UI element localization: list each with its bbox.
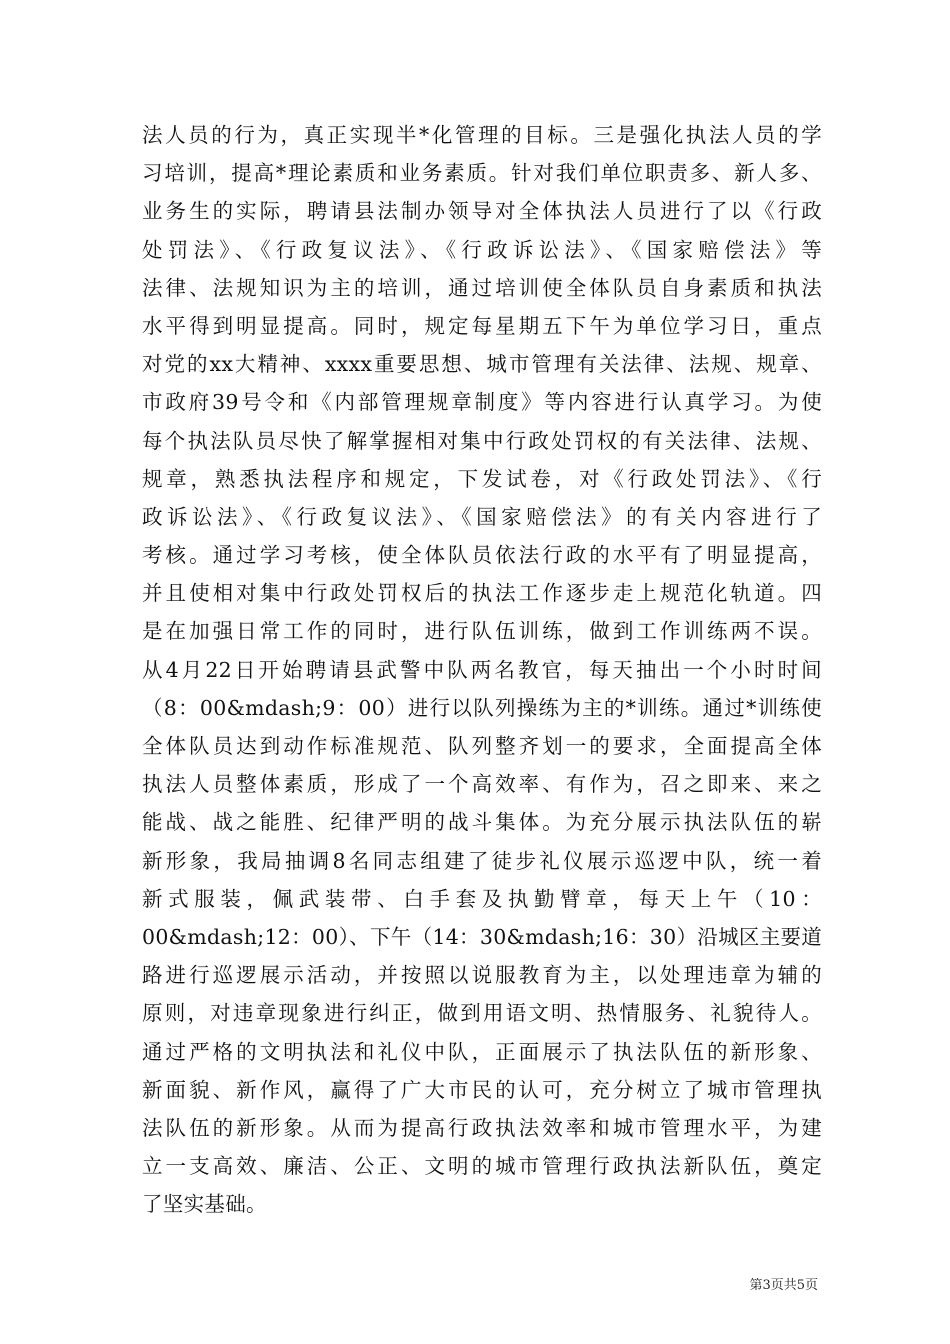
text-line: 法队伍的新形象。从而为提高行政执法效率和城市管理水平，为建	[142, 1115, 822, 1140]
text-line: 全体队员达到动作标准规范、队列整齐划一的要求，全面提高全体	[142, 734, 822, 758]
text-line: 政诉讼法》、《行政复议法》、《国家赔偿法》的有关内容进行了	[142, 504, 822, 529]
text-line: 新面貌、新作风，赢得了广大市民的认可，充分树立了城市管理执	[142, 1077, 822, 1102]
text-line: 水平得到明显提高。同时，规定每星期五下午为单位学习日，重点	[142, 313, 822, 338]
text-line: 法律、法规知识为主的培训，通过培训使全体队员自身素质和执法	[142, 275, 822, 300]
text-line: 执法人员整体素质，形成了一个高效率、有作为，召之即来、来之	[142, 772, 822, 797]
text-line: 能战、战之能胜、纪律严明的战斗集体。为充分展示执法队伍的崭	[142, 810, 822, 835]
text-line: 新式服装，佩武装带、白手套及执勤臂章，每天上午（10：	[142, 886, 822, 911]
page-number: 第3页共5页	[749, 1278, 818, 1293]
text-line: 业务生的实际，聘请县法制办领导对全体执法人员进行了以《行政	[142, 199, 822, 224]
text-line: 并且使相对集中行政处罚权后的执法工作逐步走上规范化轨道。四	[142, 581, 822, 606]
text-line: 市政府39号令和《内部管理规章制度》等内容进行认真学习。为使	[142, 390, 822, 415]
text-line: 路进行巡逻展示活动，并按照以说服教育为主，以处理违章为辅的	[142, 963, 822, 988]
text-line: 对党的xx大精神、xxxx重要思想、城市管理有关法律、法规、规章、	[142, 352, 822, 377]
text-line: 立一支高效、廉洁、公正、文明的城市管理行政执法新队伍，奠定	[142, 1154, 822, 1179]
text-line: 从4月22日开始聘请县武警中队两名教官，每天抽出一个小时时间	[142, 657, 822, 682]
text-line: 处罚法》、《行政复议法》、《行政诉讼法》、《国家赔偿法》等	[142, 237, 822, 262]
text-line: 00&mdash;12：00）、下午（14：30&mdash;16：30）沿城区主要道	[142, 924, 823, 949]
text-line: 原则，对违章现象进行纠正，做到用语文明、热情服务、礼貌待人。	[142, 1001, 822, 1026]
text-line: 了坚实基础。	[142, 1192, 267, 1217]
text-line: （8：00&mdash;9：00）进行以队列操练为主的*训练。通过*训练使	[142, 695, 822, 720]
text-line: 新形象，我局抽调8名同志组建了徒步礼仪展示巡逻中队，统一着	[142, 848, 822, 873]
text-line: 是在加强日常工作的同时，进行队伍训练，做到工作训练两不误。	[142, 619, 822, 644]
text-line: 每个执法队员尽快了解掌握相对集中行政处罚权的有关法律、法规、	[142, 428, 822, 453]
text-line: 习培训，提高*理论素质和业务素质。针对我们单位职责多、新人多、	[142, 161, 822, 186]
text-line: 法人员的行为，真正实现半*化管理的目标。三是强化执法人员的学	[142, 123, 822, 147]
text-line: 规章，熟悉执法程序和规定，下发试卷，对《行政处罚法》、《行	[142, 466, 822, 491]
text-line: 考核。通过学习考核，使全体队员依法行政的水平有了明显提高，	[142, 543, 822, 568]
body-paragraph	[142, 116, 822, 1223]
text-line: 通过严格的文明执法和礼仪中队，正面展示了执法队伍的新形象、	[142, 1039, 822, 1064]
